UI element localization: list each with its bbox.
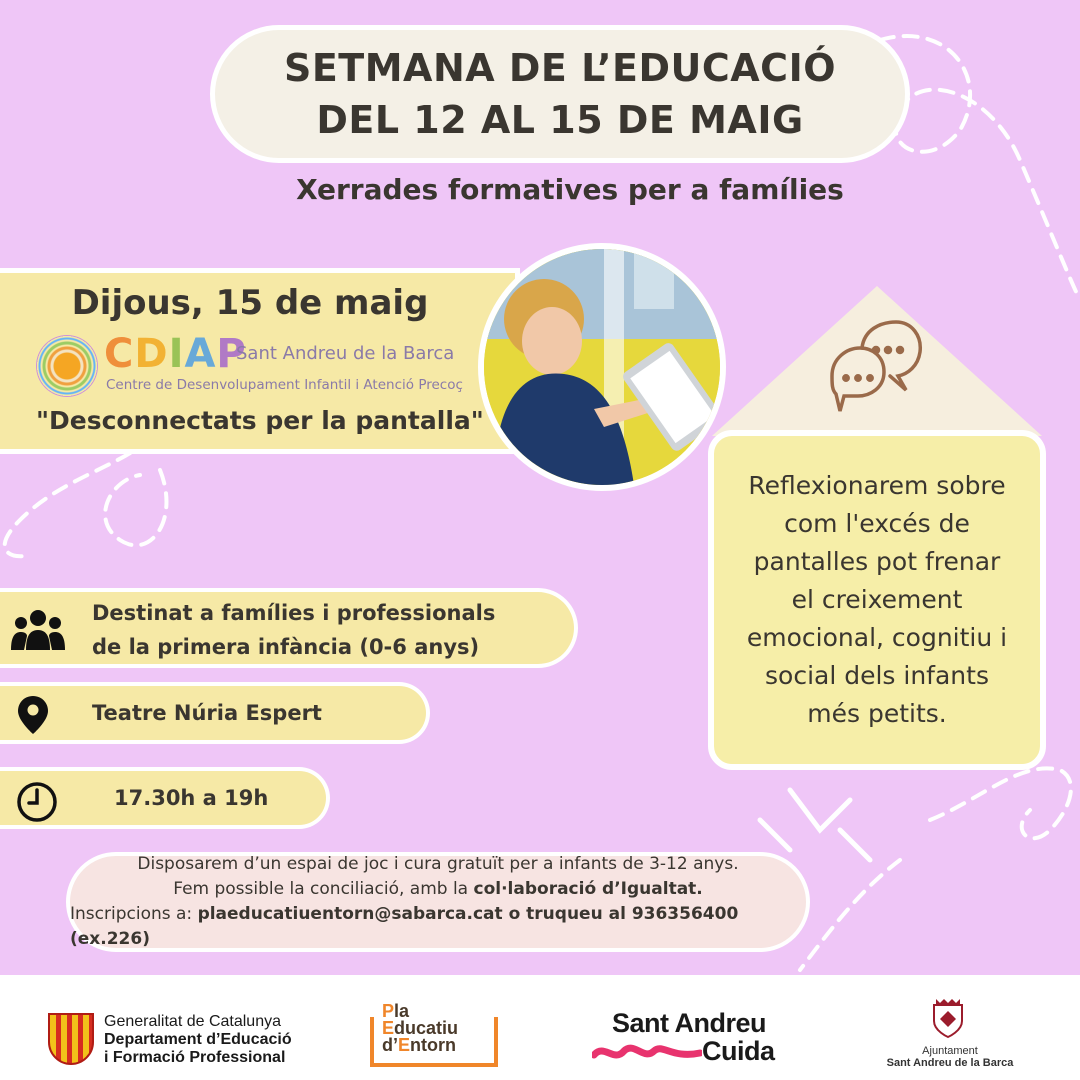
audience-pill xyxy=(0,588,578,668)
note-line3: Inscripcions a: plaeducatiuentorn@sabarca.cat o truqueu al 936356400 (ex.226) xyxy=(70,904,739,949)
sant-andreu-cuida-logo: Sant Andreu Cuida xyxy=(612,1008,775,1066)
page-title-line2: DEL 12 AL 15 DE MAIG xyxy=(316,98,804,142)
ajuntament-logo-text: Ajuntament Sant Andreu de la Barca xyxy=(886,1045,1014,1069)
audience-line1: Destinat a famílies i professionals xyxy=(92,601,496,625)
cdiap-logo-icon xyxy=(36,335,98,397)
note-line1: Disposarem d’un espai de joc i cura gratuït per a infants de 3-12 anys. xyxy=(137,854,739,874)
description-text: Reflexionarem sobre com l'excés de pantalles pot frenar el creixement emocional, cognitiu i social dels infants més petits. xyxy=(746,471,1008,728)
title-pill xyxy=(210,25,910,163)
location-pin-icon xyxy=(18,696,48,734)
location-text: Teatre Núria Espert xyxy=(92,701,322,725)
sponsor-logos xyxy=(0,975,1080,1080)
note-pill xyxy=(66,852,810,952)
ajuntament-crest-icon xyxy=(930,997,966,1039)
cdiap-place: Sant Andreu de la Barca xyxy=(236,343,455,364)
generalitat-logo-text: Generalitat de Catalunya Departament d’Educació i Formació Professional xyxy=(104,1013,292,1066)
people-group-icon xyxy=(10,608,66,652)
page-subtitle: Xerrades formatives per a famílies xyxy=(296,173,844,206)
pla-educatiu-entorn-logo: Pla Educatiu d’Entorn xyxy=(370,1003,500,1067)
audience-line2: de la primera infància (0-6 anys) xyxy=(92,635,480,659)
child-tablet-photo xyxy=(478,243,726,491)
location-pill xyxy=(0,682,430,744)
time-pill xyxy=(0,767,330,829)
contact-email-phone: plaeducatiuentorn@sabarca.cat o truqueu al 936356400 (ex.226) xyxy=(70,904,739,949)
event-date: Dijous, 15 de maig xyxy=(71,283,429,323)
event-card xyxy=(0,268,520,454)
cdiap-description: Centre de Desenvolupament Infantil i Atenció Precoç xyxy=(106,377,463,393)
generalitat-shield-icon xyxy=(48,1013,94,1065)
note-line2: Fem possible la conciliació, amb la col·laboració d’Igualtat. xyxy=(173,879,703,899)
cdiap-logo-wordmark: CDIAP xyxy=(104,331,247,377)
time-text: 17.30h a 19h xyxy=(114,786,269,810)
house-roof-shape xyxy=(712,286,1042,446)
description-box xyxy=(708,430,1046,770)
clock-icon xyxy=(16,781,58,823)
page-title-line1: SETMANA DE L’EDUCACIÓ xyxy=(283,46,837,90)
talk-title: "Desconnectats per la pantalla" xyxy=(36,406,484,435)
